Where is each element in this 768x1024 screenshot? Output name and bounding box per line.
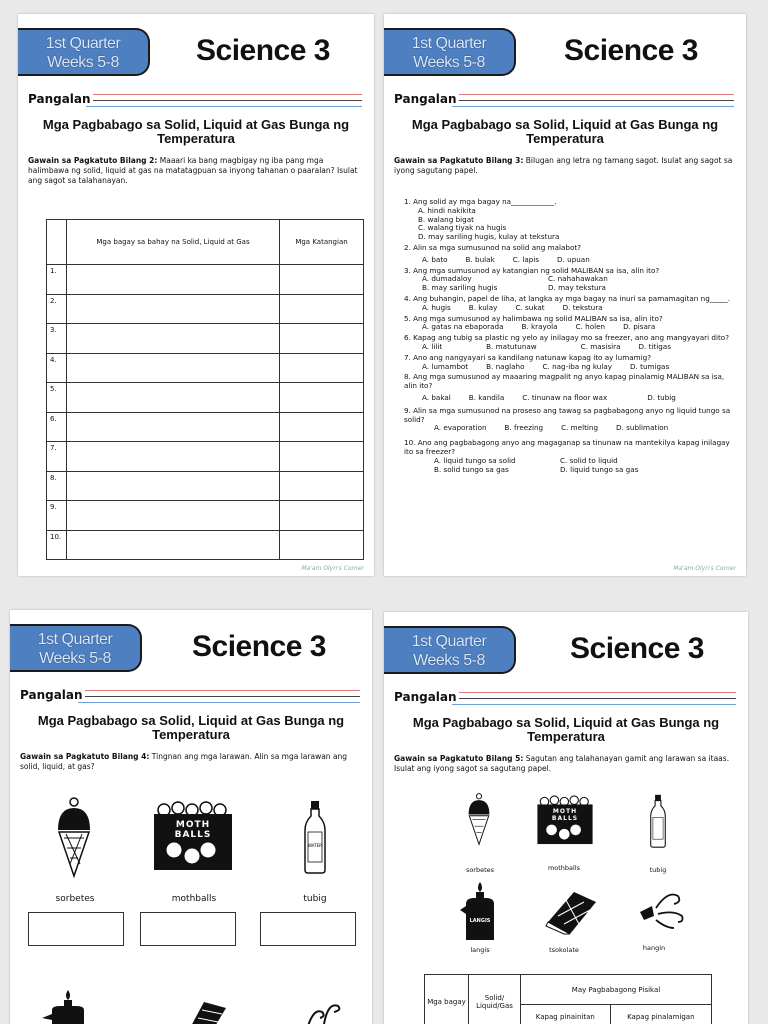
header-katangian: Mga Katangian (280, 220, 364, 265)
instructions (394, 156, 734, 176)
worksheet-title (384, 118, 746, 146)
mothballs-label-text: MOTH BALLS (540, 808, 590, 817)
question-10: 10. Ano ang pagbabagong anyo ang magaganap sa tinunaw na mantekilya kapag inilagay ito sa freezer? A. liquid tungo sa solid C. solid to liquid B. solid tungo sa gas D. liquid tungo sa gas (404, 438, 730, 474)
header-mga-bagay: Mga bagay (425, 975, 469, 1024)
worksheet-title (18, 118, 374, 146)
oil-bottle-icon (460, 880, 500, 942)
header-solid-liquid-gas: Solid/ Liquid/Gas (469, 975, 521, 1024)
name-row (394, 688, 736, 712)
question-6: 6. Kapag ang tubig sa plastic ng yelo ay inilagay mo sa freezer, ano ang mangyayari dito? A. lilit B. matutunaw C. masisira D. titigas (404, 333, 730, 351)
label-hangin: hangin (642, 944, 666, 952)
answer-table (46, 219, 364, 560)
instructions (28, 156, 362, 186)
name-row (20, 686, 360, 710)
subject-title: Science 3 (570, 632, 704, 665)
banner-weeks: Weeks 5-8 (413, 54, 485, 71)
header-bagay: Mga bagay sa bahay na Solid, Liquid at Gas (67, 220, 280, 265)
activity-label: Gawain sa Pagkatuto Bilang 4: (20, 752, 150, 761)
bottle-label: WATER (308, 843, 322, 848)
changes-table (424, 974, 712, 1024)
instructions (394, 754, 736, 774)
header-pagbabagong-pisikal: May Pagbabagong Pisikal (521, 975, 712, 1005)
worksheet-page-4 (10, 610, 372, 1024)
table-row: 10. (47, 530, 364, 560)
name-row (28, 90, 362, 114)
worksheet-title (10, 714, 372, 742)
quarter-banner (10, 624, 142, 672)
question-4: 4. Ang buhangin, papel de liha, at langka ay mga bagay na inuri sa pamamagitan ng_____. A. hugis B. kulay C. sukat D. tekstura (404, 293, 731, 312)
header-pinalamigan: Kapag pinalamigan (610, 1005, 711, 1024)
table-row: 7. (47, 442, 364, 472)
title-line-2: Temperatura (157, 131, 235, 146)
title-line-1: Mga Pagbabago sa Solid, Liquid at Gas Bunga ng (42, 117, 350, 132)
activity-label: Gawain sa Pagkatuto Bilang 5: (394, 754, 524, 763)
worksheet-page-5 (384, 612, 748, 1024)
question-8: 8. Ang mga sumusunod ay maaaring magpalit ng anyo kapag pinalamig MALIBAN sa isa, alin ito? A. bakal B. kandila C. tinunaw na floor wax D. tubig (404, 372, 725, 402)
banner-weeks: Weeks 5-8 (413, 652, 485, 669)
table-row: 5. (47, 383, 364, 413)
wind-icon (638, 886, 688, 932)
answer-box-mothballs[interactable] (140, 912, 236, 946)
water-bottle-icon (304, 800, 326, 874)
label-langis: langis (470, 946, 490, 954)
label-sorbetes: sorbetes (55, 894, 95, 904)
table-row: 4. (47, 353, 364, 383)
mothballs-icon (152, 800, 234, 872)
instructions (20, 752, 360, 772)
title-line-1: Mga Pagbabago sa Solid, Liquid at Gas Bunga ng (412, 715, 720, 730)
title-line-1: Mga Pagbabago sa Solid, Liquid at Gas Bunga ng (37, 713, 345, 728)
header-pinainitan: Kapag pinainitan (521, 1005, 611, 1024)
question-7: 7. Ano ang nangyayari sa kandilang natunaw kapag ito ay lumamig? A. lumambot B. naglaho C. nag-iba ng kulay D. tumigas (404, 352, 670, 371)
banner-quarter: 1st Quarter (411, 35, 487, 52)
subject-title: Science 3 (192, 630, 326, 663)
worksheet-title (384, 716, 748, 744)
table-row: 6. (47, 412, 364, 442)
activity-label: Gawain sa Pagkatuto Bilang 2: (28, 156, 158, 165)
water-bottle-icon (650, 794, 666, 848)
title-line-2: Temperatura (527, 729, 605, 744)
banner-weeks: Weeks 5-8 (47, 54, 119, 71)
banner-quarter: 1st Quarter (37, 631, 113, 648)
label-tubig: tubig (649, 866, 667, 874)
chocolate-icon (184, 998, 228, 1024)
mothballs-label-text: MOTH BALLS (158, 820, 228, 832)
question-list (404, 198, 734, 476)
oil-bottle-icon (38, 988, 98, 1024)
footer-credit: Ma'am Olyn's Corner (301, 565, 364, 572)
footer-credit: Ma'am Olyn's Corner (673, 565, 736, 572)
label-sorbetes: sorbetes (465, 866, 495, 874)
banner-quarter: 1st Quarter (411, 633, 487, 650)
name-label: Pangalan (28, 92, 91, 106)
worksheet-page-3 (384, 14, 746, 576)
table-row: 8. (47, 471, 364, 501)
quarter-banner (384, 626, 516, 674)
activity-label: Gawain sa Pagkatuto Bilang 3: (394, 156, 524, 165)
instructions-text: Sagutan ang talahanayan gamit ang larawan sa itaas. Isulat ang iyong sagot sa sagutang papel. (394, 754, 730, 773)
question-3: 3. Ang mga sumusunod ay katangian ng solid MALIBAN sa isa, alin ito? A. dumadaloy C. nahahawakan B. may sariling hugis D. may tekstura (404, 265, 660, 293)
mothballs-icon (536, 794, 594, 846)
label-tsokolate: tsokolate (549, 946, 579, 954)
instructions-text: Bilugan ang letra ng tamang sagot. Isulat ang sagot sa iyong sagutang papel. (394, 156, 733, 175)
title-line-2: Temperatura (526, 131, 604, 146)
banner-quarter: 1st Quarter (45, 35, 121, 52)
ice-cream-icon (54, 794, 94, 880)
banner-weeks: Weeks 5-8 (39, 650, 111, 667)
label-mothballs: mothballs (171, 894, 217, 904)
table-row: 1. (47, 265, 364, 295)
chocolate-icon (544, 888, 598, 936)
title-line-1: Mga Pagbabago sa Solid, Liquid at Gas Bunga ng (411, 117, 719, 132)
title-line-2: Temperatura (152, 727, 230, 742)
table-row: 2. (47, 294, 364, 324)
name-label: Pangalan (20, 688, 83, 702)
question-1: 1. Ang solid ay mga bagay na____________. A. hindi nakikita B. walang bigat C. walang tiyak na hugis D. may sariling hugis, kulay at tekstura (404, 197, 560, 242)
quarter-banner (384, 28, 516, 76)
label-tubig: tubig (303, 894, 327, 904)
question-2: 2. Alin sa mga sumusunod na solid ang malabot? A. bato B. bulak C. lapis D. upuan (404, 242, 590, 264)
name-label: Pangalan (394, 690, 457, 704)
worksheet-page-2 (18, 14, 374, 576)
subject-title: Science 3 (564, 34, 698, 67)
ice-cream-icon (466, 788, 492, 850)
instructions-text: Maaari ka bang magbigay ng iba pang mga halimbawa ng solid, liquid at gas na matatagpuan sa inyong tahanan o paaralan? Isulat ang sagot sa talahanayan. (28, 156, 358, 185)
quarter-banner (18, 28, 150, 76)
instructions-text: Tingnan ang mga larawan. Alin sa mga larawan ang solid, liquid, at gas? (20, 752, 348, 771)
name-label: Pangalan (394, 92, 457, 106)
label-mothballs: mothballs (547, 864, 581, 872)
table-row: 9. (47, 501, 364, 531)
table-row: 3. (47, 324, 364, 354)
answer-box-tubig[interactable] (260, 912, 356, 946)
name-row (394, 90, 734, 114)
wind-icon (304, 998, 348, 1024)
question-5: 5. Ang mga sumusunod ay halimbawa ng solid MALIBAN sa isa, alin ito? A. gatas na ebaporada B. krayola C. holen D. pisara (404, 313, 663, 332)
langis-label-text: LANGIS (468, 918, 492, 927)
answer-box-sorbetes[interactable] (28, 912, 124, 946)
question-9: 9. Alin sa mga sumusunod na proseso ang tawag sa pagbabagong anyo ng liquid tungo sa solid? A. evaporation B. freezing C. melting D. sublimation (404, 405, 731, 433)
subject-title: Science 3 (196, 34, 330, 67)
